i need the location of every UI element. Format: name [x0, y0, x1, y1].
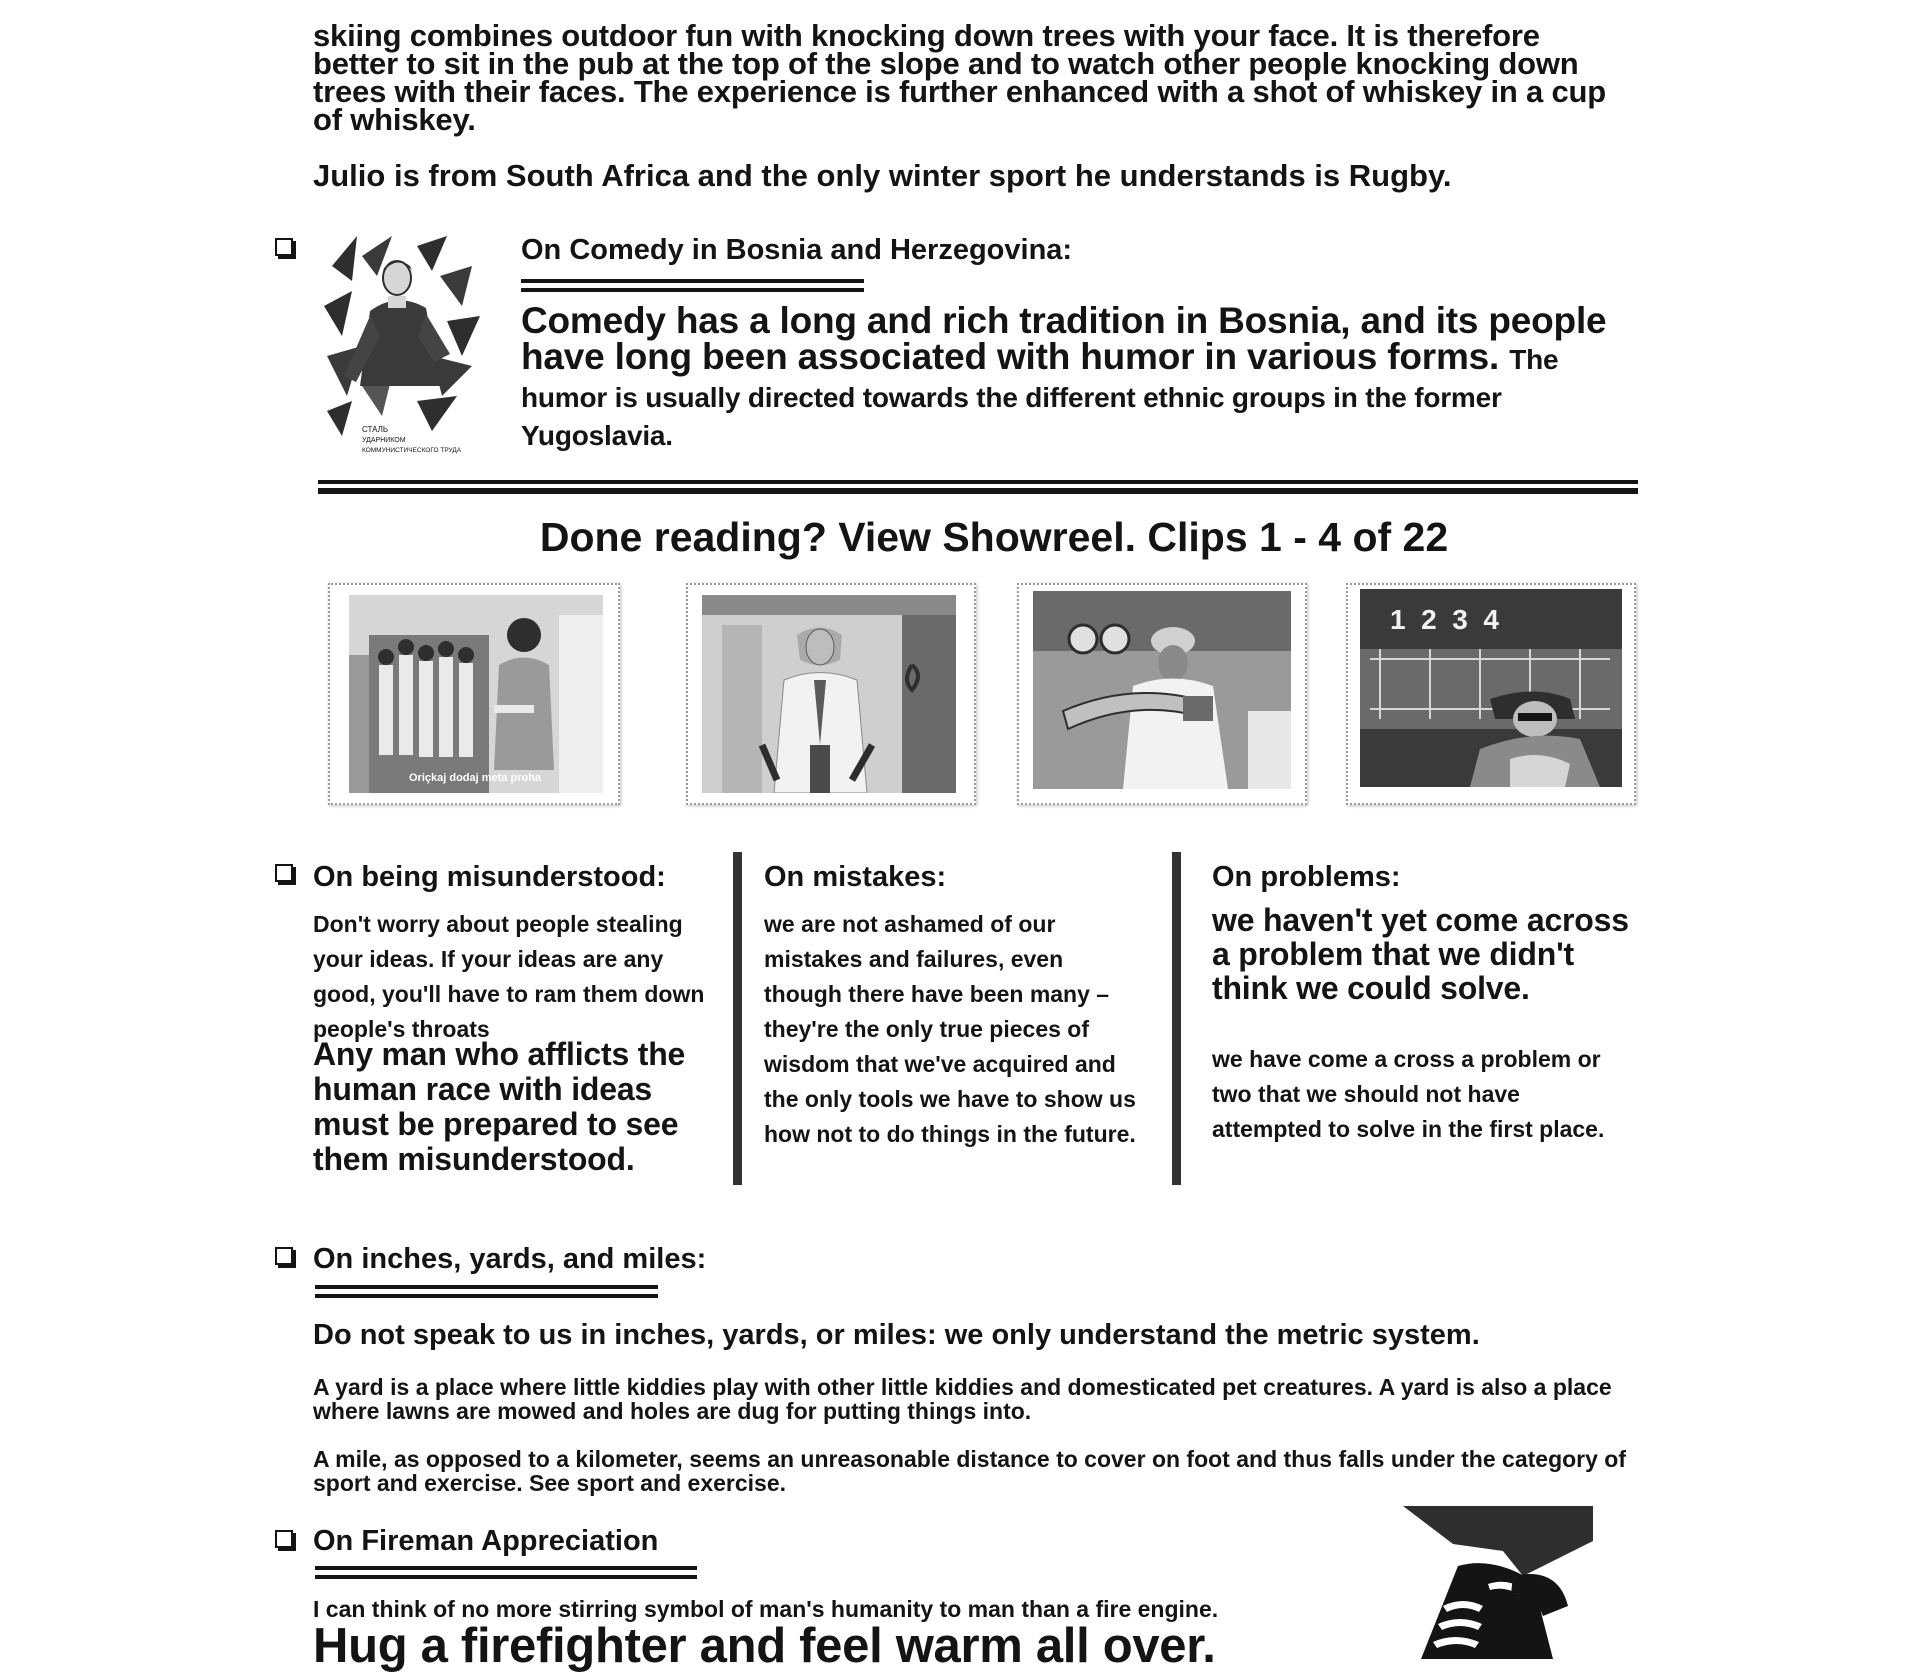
problems-emphasis: we haven't yet come across a problem that we didn't think we could solve. [1212, 902, 1629, 1006]
problems-heading: On problems: [1212, 861, 1401, 893]
comedy-heading: On Comedy in Bosnia and Herzegovina: [521, 234, 1073, 266]
comedy-text [521, 300, 1651, 453]
poster-caption-line-2: УДАРНИКОМ [362, 437, 406, 444]
fireman-heading-rule [315, 1566, 697, 1579]
units-checkbox[interactable] [275, 1247, 293, 1265]
section-divider [318, 480, 1638, 494]
column-divider-1 [733, 852, 742, 1185]
comedy-heading-rule [521, 279, 864, 292]
misunderstood-body: Don't worry about people stealing your ideas. If your ideas are any good, you'll have to ram them down people's throats [313, 911, 705, 1042]
comedy-lead: Comedy has a long and rich tradition in Bosnia, and its people have long been associated with humor in various forms. [521, 300, 1607, 377]
clip-1-subtitle: Oriçkaj dodaj meta proha [409, 772, 542, 784]
fireman-body: I can think of no more stirring symbol of man's humanity to man than a fire engine. [313, 1596, 1219, 1622]
ski-paragraph-text: skiing combines outdoor fun with knocking down trees with your face. It is therefore better to sit in the pub at the top of the slope and to watch other people knocking down trees with their faces. The experience is further enhanced with a shot of whiskey in a cup of whiskey. [313, 18, 1606, 137]
showreel-clip-1[interactable] [328, 583, 620, 805]
ski-paragraph [313, 18, 1633, 137]
comedy-checkbox[interactable] [275, 238, 293, 256]
raised-fist-illustration [1393, 1506, 1593, 1659]
misunderstood-checkbox[interactable] [275, 864, 293, 882]
problems-body: we have come a cross a problem or two that we should not have attempted to solve in the first place. [1212, 1046, 1605, 1142]
units-yard: A yard is a place where little kiddies play with other little kiddies and domesticated pet creatures. A yard is also a place where lawns are mowed and holes are dug for putting things into. [313, 1374, 1612, 1424]
fireman-emphasis: Hug a firefighter and feel warm all over. [313, 1619, 1216, 1673]
mistakes-body: we are not ashamed of our mistakes and failures, even though there have been many – they're the only true pieces of wisdom that we've acquired and the only tools we have to show us how not to do things in the future. [764, 911, 1136, 1147]
comedy-body: The humor is usually directed towards the different ethnic groups in the former Yugoslavia. [521, 344, 1559, 451]
julio-line: Julio is from South Africa and the only winter sport he understands is Rugby. [313, 158, 1452, 193]
fireman-checkbox[interactable] [275, 1530, 293, 1548]
poster-caption-line-1: СТАЛЬ [362, 425, 389, 434]
column-divider-2 [1172, 852, 1181, 1185]
units-heading: On inches, yards, and miles: [313, 1243, 707, 1275]
clip-1-thumbnail [349, 595, 603, 793]
mistakes-heading: On mistakes: [764, 861, 947, 893]
misunderstood-heading: On being misunderstood: [313, 861, 666, 893]
fireman-heading: On Fireman Appreciation [313, 1525, 659, 1557]
clip-4-numbers: 1 2 3 4 [1390, 604, 1499, 635]
clip-4-thumbnail [1360, 589, 1622, 787]
showreel-clip-3[interactable] [1017, 583, 1307, 805]
clip-2-thumbnail [702, 595, 956, 793]
units-mile: A mile, as opposed to a kilometer, seems an unreasonable distance to cover on foot and thus falls under the category of sport and exercise. See sport and exercise. [313, 1446, 1627, 1496]
soviet-poster-image [322, 236, 480, 458]
units-lead: Do not speak to us in inches, yards, or miles: we only understand the metric system. [313, 1319, 1480, 1351]
units-heading-rule [315, 1285, 658, 1298]
showreel-title[interactable]: Done reading? View Showreel. Clips 1 - 4 of 22 [539, 514, 1449, 560]
clip-3-thumbnail [1033, 591, 1291, 789]
poster-caption-line-3: КОММУНИСТИЧЕСКОГО ТРУДА [362, 447, 462, 454]
showreel-clip-4[interactable] [1346, 583, 1636, 805]
misunderstood-emphasis: Any man who afflicts the human race with ideas must be prepared to see them misunderstood. [313, 1036, 686, 1177]
showreel-clip-2[interactable] [686, 583, 976, 805]
